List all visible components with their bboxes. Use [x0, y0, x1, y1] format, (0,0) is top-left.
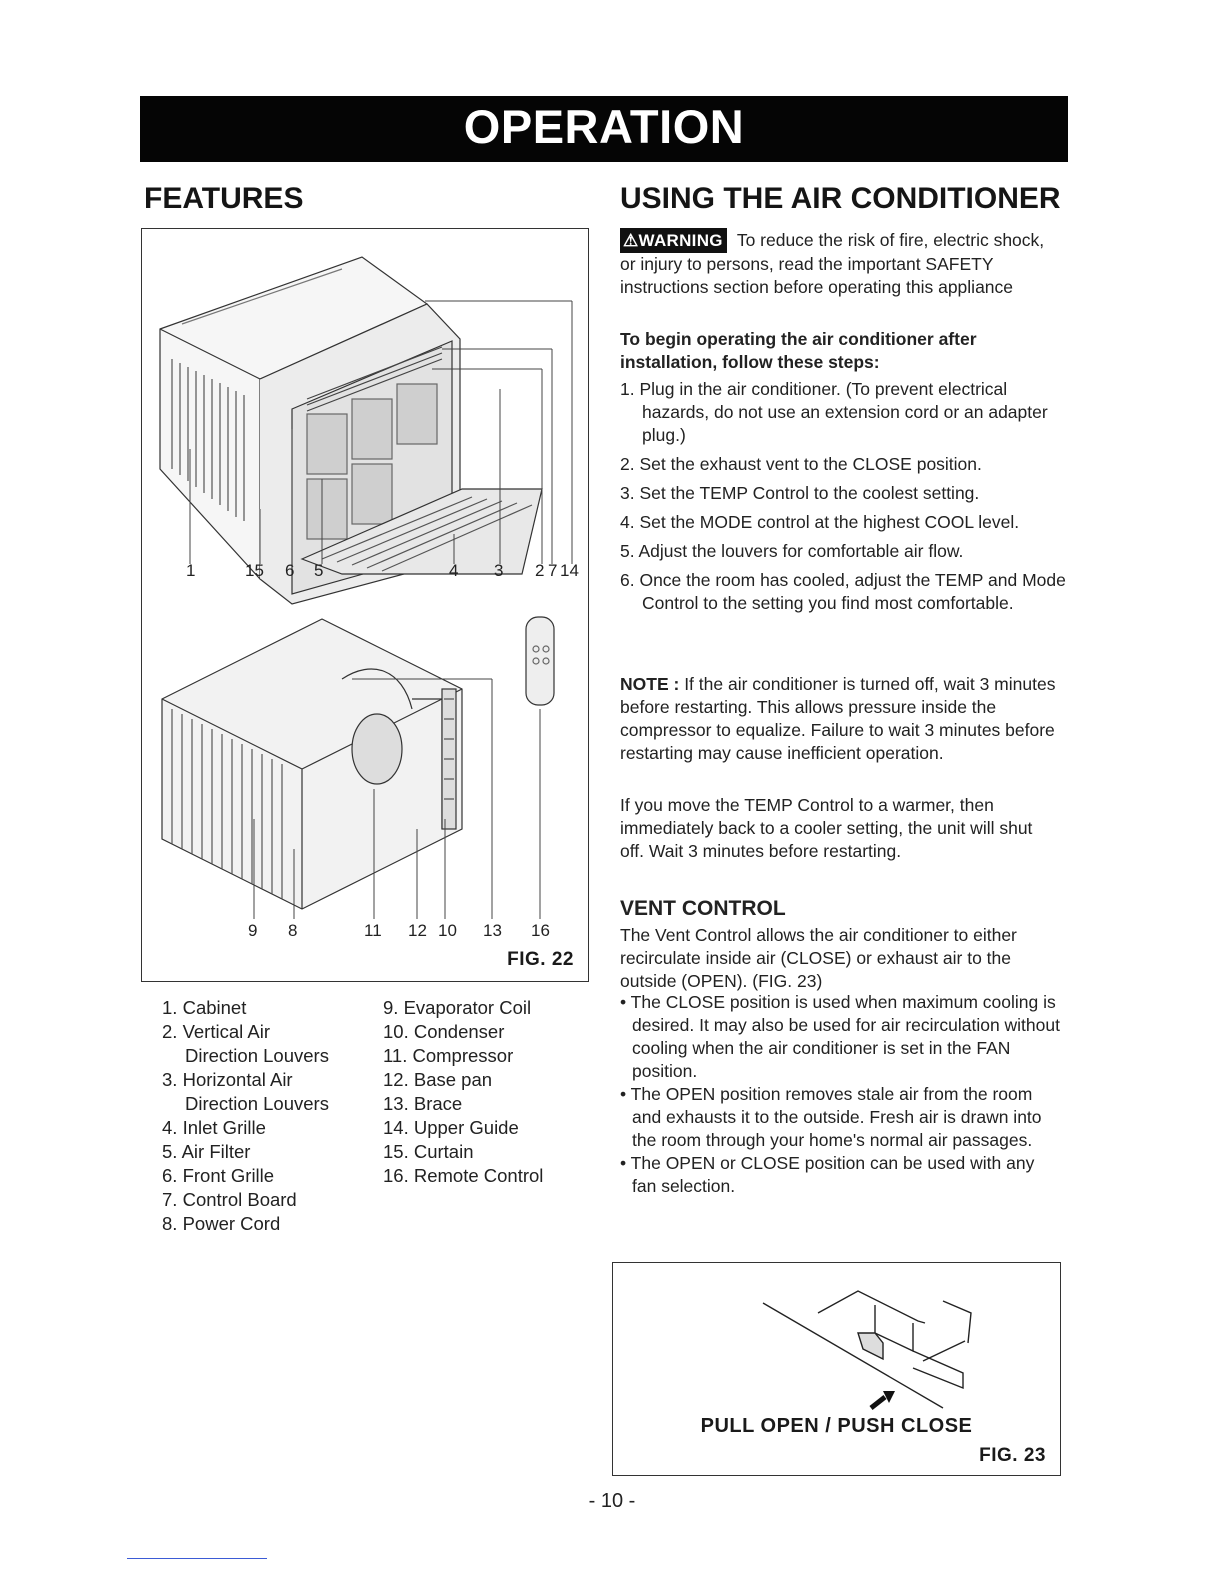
list-item: 12. Base pan	[383, 1069, 493, 1090]
list-item: 5. Air Filter	[162, 1141, 251, 1162]
vent-bullets	[620, 991, 1060, 1198]
list-item: 9. Evaporator Coil	[383, 997, 532, 1018]
note-paragraph-2: If you move the TEMP Control to a warmer, then immediately back to a cooler setting, the unit will shut off. Wait 3 minutes before restarting.	[620, 795, 1033, 861]
divider	[127, 1558, 267, 1559]
list-item: • The OPEN position removes stale air from the room and exhausts it to the outside. Fresh air is drawn into the room through your home's normal air passages.	[620, 1084, 1042, 1150]
vent-intro: The Vent Control allows the air conditioner to either recirculate inside air (CLOSE) or exhaust air to the outside (OPEN). (FIG. 23)	[620, 925, 1017, 991]
list-item: 6. Once the room has cooled, adjust the TEMP and Mode Control to the setting you find most comfortable.	[620, 570, 1066, 613]
list-item: 10. Condenser	[383, 1021, 505, 1042]
using-heading: USING THE AIR CONDITIONER	[620, 182, 1061, 215]
list-item: 6. Front Grille	[162, 1165, 275, 1186]
features-heading: FEATURES	[144, 182, 304, 215]
list-item: 7. Control Board	[162, 1189, 297, 1210]
parts-list-left	[162, 996, 372, 1236]
callout-16: 16	[531, 921, 550, 940]
callout-5: 5	[314, 561, 324, 580]
list-item: 3. Horizontal Air Direction Louvers	[162, 1069, 329, 1114]
list-item: 2. Vertical Air Direction Louvers	[162, 1021, 329, 1066]
list-item: 11. Compressor	[383, 1045, 514, 1066]
page-number: - 10 -	[588, 1490, 636, 1512]
page-banner: OPERATION	[140, 96, 1068, 162]
warning-paragraph: ⚠WARNING To reduce the risk of fire, electric shock, or injury to persons, read the important SAFETY instructions section before operating this appliance	[620, 230, 1045, 297]
list-item: 1. Cabinet	[162, 997, 247, 1018]
callout-12: 12	[408, 921, 427, 940]
callout-4: 4	[449, 561, 459, 580]
parts-list-right	[383, 996, 583, 1188]
note-paragraph: NOTE : If the air conditioner is turned off, wait 3 minutes before restarting. This allows pressure inside the compressor to equalize. Failure to wait 3 minutes before restarting may cause inefficient operation.	[620, 674, 1056, 763]
callout-11: 11	[364, 921, 382, 940]
callout-3: 3	[494, 561, 504, 580]
list-item: 3. Set the TEMP Control to the coolest setting.	[620, 483, 980, 503]
list-item: 4. Set the MODE control at the highest COOL level.	[620, 512, 1020, 532]
list-item: 8. Power Cord	[162, 1213, 281, 1234]
steps-intro: To begin operating the air conditioner after installation, follow these steps:	[620, 329, 977, 372]
callout-10: 10	[438, 921, 457, 940]
callout-6: 6	[285, 561, 295, 580]
fig-23-label: FIG. 23	[979, 1445, 1046, 1466]
callout-14: 14	[560, 561, 579, 580]
callout-8: 8	[288, 921, 298, 940]
callout-2: 2	[535, 561, 545, 580]
callout-15: 15	[245, 561, 264, 580]
ac-unit-illustration	[142, 229, 588, 981]
callout-13: 13	[483, 921, 502, 940]
steps-list	[620, 378, 1070, 621]
list-item: 14. Upper Guide	[383, 1117, 519, 1138]
vent-illustration	[613, 1263, 1060, 1475]
list-item: • The CLOSE position is used when maximum cooling is desired. It may also be used for air recirculation without cooling when the air conditioner is set in the FAN position.	[620, 992, 1060, 1081]
list-item: 16. Remote Control	[383, 1165, 544, 1186]
figure-22	[141, 228, 589, 982]
fig-22-label: FIG. 22	[507, 949, 574, 970]
list-item: 5. Adjust the louvers for comfortable air flow.	[620, 541, 964, 561]
vent-heading: VENT CONTROL	[620, 897, 786, 920]
callout-9: 9	[248, 921, 258, 940]
figure-23	[612, 1262, 1061, 1476]
note-label: NOTE :	[620, 674, 680, 694]
warning-badge: ⚠WARNING	[620, 228, 727, 253]
vent-caption: PULL OPEN / PUSH CLOSE	[700, 1415, 973, 1437]
callout-1: 1	[186, 561, 196, 580]
list-item: 13. Brace	[383, 1093, 463, 1114]
list-item: 1. Plug in the air conditioner. (To prevent electrical hazards, do not use an extension cord or an adapter plug.)	[620, 379, 1048, 445]
list-item: 15. Curtain	[383, 1141, 474, 1162]
callout-7: 7	[548, 561, 558, 580]
warning-icon: ⚠	[623, 231, 639, 250]
list-item: 4. Inlet Grille	[162, 1117, 266, 1138]
list-item: 2. Set the exhaust vent to the CLOSE position.	[620, 454, 982, 474]
list-item: • The OPEN or CLOSE position can be used with any fan selection.	[620, 1153, 1035, 1196]
